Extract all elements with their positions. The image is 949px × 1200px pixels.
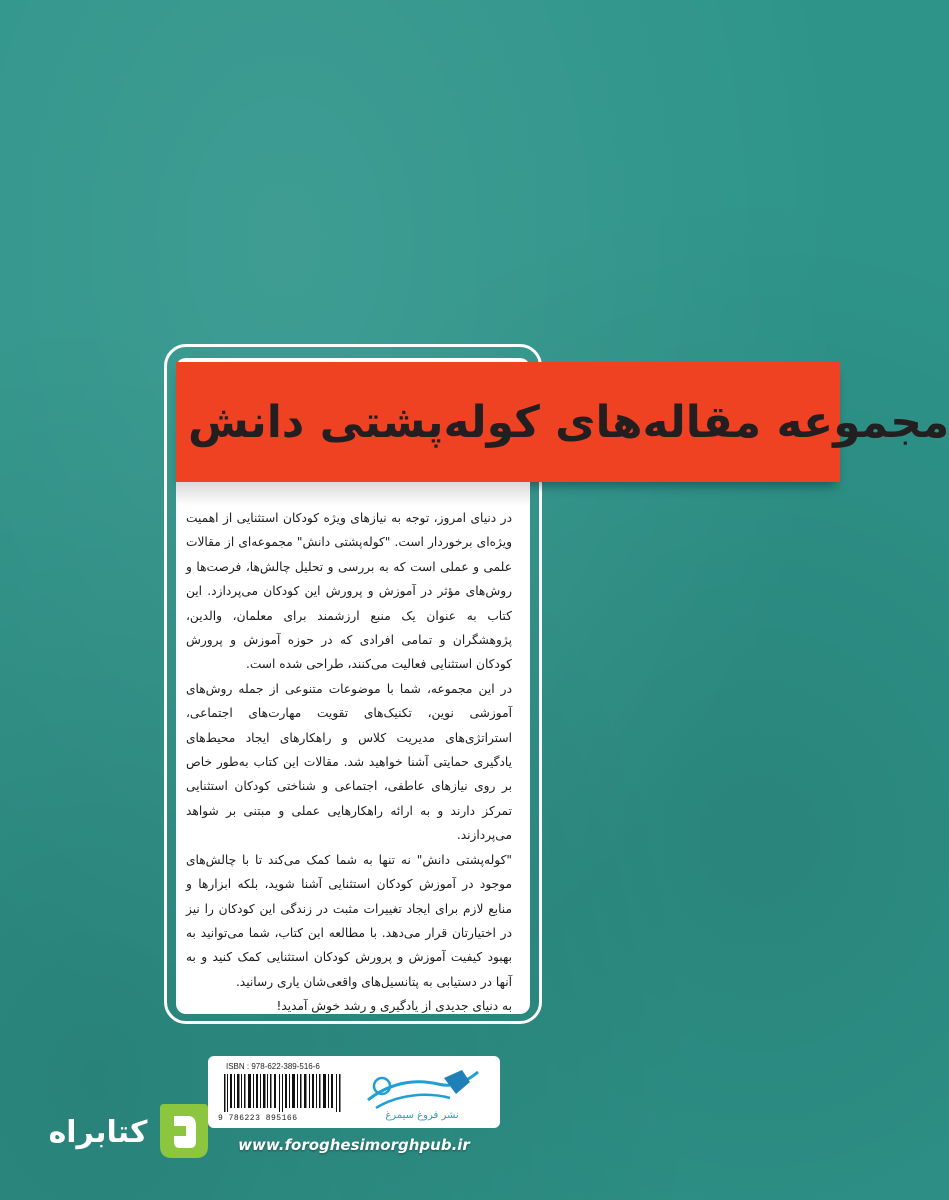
barcode-digits: 9 786223 895166: [218, 1114, 298, 1123]
description-paragraph: "کوله‌پشتی دانش" نه تنها به شما کمک می‌کند تا با چالش‌های موجود در آموزش کودکان استثنایی آشنا شوید، بلکه ابزارها و منابع لازم برای ایجاد تغییرات مثبت در زندگی این کودکان را نیز در اختیارتان قرار می‌دهد. با مطالعه این کتاب، شما می‌توانید به بهبود کیفیت آموزش و پرورش کودکان استثنایی کمک کنید و به آنها در دستیابی به پتانسیل‌های واقعی‌شان یاری رسانید.: [186, 852, 512, 989]
ketabrah-logo: [36, 1102, 212, 1162]
description-paragraph: به دنیای جدیدی از یادگیری و رشد خوش آمدید!: [276, 999, 512, 1014]
back-cover-description: [186, 506, 512, 1019]
description-paragraph: در این مجموعه، شما با موضوعات متنوعی از جمله روش‌های آموزشی نوین، تکنیک‌های تقویت مهارت‌های اجتماعی، استراتژی‌های مدیریت کلاس و راهکارهای ایجاد محیط‌های یادگیری حمایتی آشنا خواهید شد. مقالات این کتاب به‌طور خاص بر روی نیازهای عاطفی، اجتماعی و شناختی کودکان استثنایی تمرکز دارند و به ارائه راهکارهایی عملی و مبتنی بر شواهد می‌پردازند.: [186, 681, 512, 843]
title-banner: [176, 362, 949, 482]
isbn-label: ISBN : 978-622-389-516-6: [226, 1062, 320, 1071]
description-paragraph: در دنیای امروز، توجه به نیازهای ویژه کودکان استثنایی از اهمیت ویژه‌ای برخوردار است. "کوله‌پشتی دانش" مجموعه‌ای از مقالات علمی و عملی است که به بررسی و تحلیل چالش‌ها، فرصت‌ها و روش‌های مؤثر در آموزش و پرورش این کودکان می‌پردازد. این کتاب به عنوان یک منبع ارزشمند برای معلمان، والدین، پژوهشگران و تمامی افرادی که در حوزه آموزش و پرورش کودکان استثنایی فعالیت می‌کنند، طراحی شده است.: [186, 511, 512, 672]
publisher-simorgh-logo-icon: [358, 1064, 488, 1122]
publisher-website: www.foroghesimorghpub.ir: [238, 1136, 470, 1154]
ketabrah-badge-icon: [158, 1102, 210, 1160]
isbn-box: [208, 1056, 500, 1128]
book-title: مجموعه مقاله‌های کوله‌پشتی دانش: [188, 396, 949, 448]
barcode-icon: [224, 1074, 342, 1112]
publisher-logo-text: نشر فروغ سیمرغ: [385, 1110, 459, 1121]
banner-shadow: [176, 482, 530, 506]
ketabrah-logo-text: کتابراه: [48, 1114, 148, 1150]
